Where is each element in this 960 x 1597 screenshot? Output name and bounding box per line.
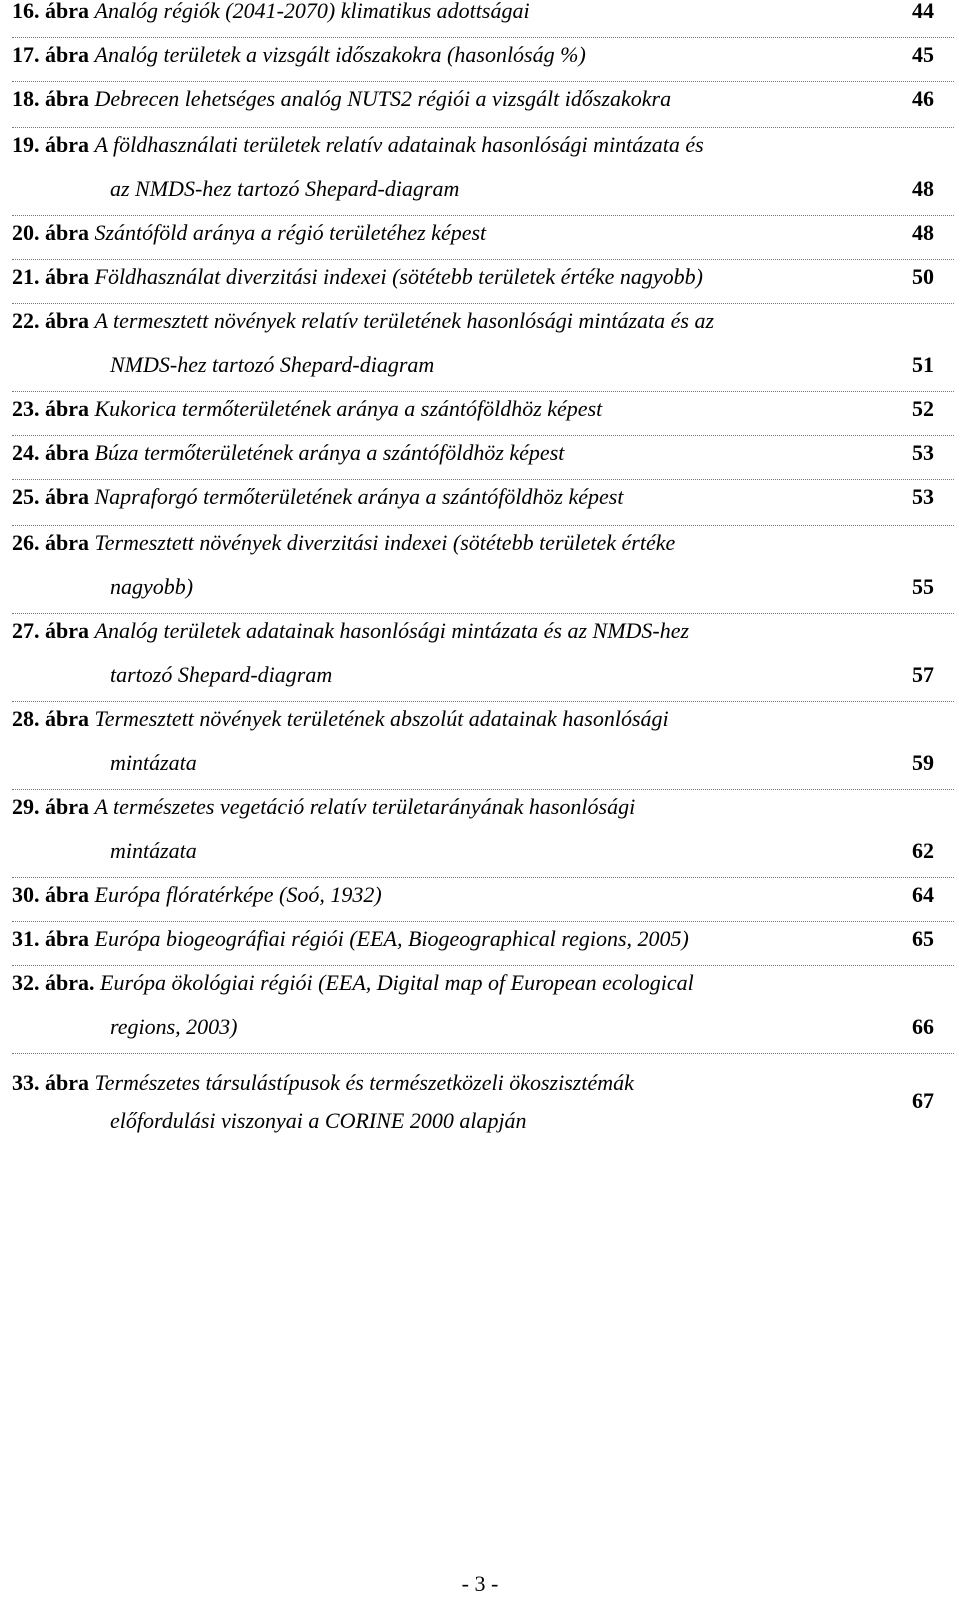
figure-label: 30. ábra (12, 882, 89, 907)
toc-entry-line (12, 220, 486, 246)
figure-title: Termesztett növények diverzitási indexei (sötétebb területek értéke (94, 530, 676, 555)
toc-entry (12, 702, 954, 790)
toc-entry-line (12, 530, 675, 556)
toc-entry (12, 1054, 954, 1134)
figure-label: 27. ábra (12, 618, 89, 643)
figure-title: Napraforgó termőterületének aránya a szántóföldhöz képest (94, 484, 624, 509)
toc-entry (12, 614, 954, 702)
toc-entry-line (12, 86, 671, 112)
figure-title: Búza termőterületének aránya a szántóföldhöz képest (94, 440, 565, 465)
toc-entry (12, 260, 954, 304)
figure-title: Természetes társulástípusok és természetközeli ökoszisztémák (94, 1070, 634, 1095)
figure-label: 29. ábra (12, 794, 89, 819)
figure-label: 20. ábra (12, 220, 89, 245)
toc-entry (12, 526, 954, 614)
figure-label: 26. ábra (12, 530, 89, 555)
toc-entry-line (110, 1014, 238, 1040)
page-reference: 51 (912, 352, 934, 377)
toc-entry-line (110, 574, 193, 600)
page-reference: 52 (912, 396, 934, 421)
figure-label: 24. ábra (12, 440, 89, 465)
figure-title: Termesztett növények területének abszolút adatainak hasonlósági (94, 706, 669, 731)
page-reference: 44 (912, 0, 934, 23)
toc-entry (12, 878, 954, 922)
figure-label: 33. ábra (12, 1070, 89, 1095)
toc-entry (12, 82, 954, 128)
toc-entry-line (12, 970, 694, 996)
toc-entry (12, 304, 954, 392)
figure-label: 23. ábra (12, 396, 89, 421)
figure-title: NMDS-hez tartozó Shepard-diagram (110, 352, 435, 377)
toc-entry-line (12, 308, 714, 334)
figure-title: Európa biogeográfiai régiói (EEA, Biogeographical regions, 2005) (94, 926, 689, 951)
toc-entry-line (12, 42, 586, 68)
page-reference: 59 (912, 750, 934, 775)
figure-label: 21. ábra (12, 264, 89, 289)
page-reference: 53 (912, 440, 934, 465)
figure-title: Kukorica termőterületének aránya a szántóföldhöz képest (94, 396, 603, 421)
figure-title: A természetes vegetáció relatív területarányának hasonlósági (94, 794, 636, 819)
toc-entry (12, 38, 954, 82)
figure-label: 22. ábra (12, 308, 89, 333)
figure-title: előfordulási viszonyai a CORINE 2000 alapján (110, 1108, 527, 1133)
page-reference: 53 (912, 484, 934, 509)
figure-title: tartozó Shepard-diagram (110, 662, 333, 687)
toc-entry-line (12, 1070, 634, 1096)
toc-entry-line (110, 662, 332, 688)
toc-entry (12, 0, 954, 38)
toc-entry (12, 922, 954, 966)
toc-entry-line (12, 264, 703, 290)
figure-title: nagyobb) (110, 574, 194, 599)
toc-entry-line (12, 794, 635, 820)
figure-label: 18. ábra (12, 86, 89, 111)
toc-entry-line (12, 132, 704, 158)
toc-entry-line (12, 706, 669, 732)
figure-title: Analóg régiók (2041-2070) klimatikus adottságai (94, 0, 530, 23)
toc-entry-line (12, 0, 530, 24)
page-reference: 48 (912, 176, 934, 201)
figure-title: Analóg területek adatainak hasonlósági mintázata és az NMDS-hez (94, 618, 690, 643)
figure-title: Európa ökológiai régiói (EEA, Digital map of European ecological (100, 970, 694, 995)
page-reference: 64 (912, 882, 934, 907)
page-reference: 48 (912, 220, 934, 245)
page-reference: 57 (912, 662, 934, 687)
toc-entry-line (110, 176, 459, 202)
page-reference: 67 (912, 1088, 934, 1113)
figure-title: Analóg területek a vizsgált időszakokra (hasonlóság %) (94, 42, 586, 67)
toc-entry-line (12, 484, 623, 510)
figure-label: 16. ábra (12, 0, 89, 23)
figure-title: Debrecen lehetséges analóg NUTS2 régiói a vizsgált időszakokra (94, 86, 672, 111)
figure-label: 19. ábra (12, 132, 89, 157)
page-reference: 66 (912, 1014, 934, 1039)
figure-label: 28. ábra (12, 706, 89, 731)
toc-entry-line (12, 882, 382, 908)
figure-title: mintázata (110, 838, 197, 863)
toc-entry (12, 480, 954, 526)
page-reference: 65 (912, 926, 934, 951)
figure-title: az NMDS-hez tartozó Shepard-diagram (110, 176, 460, 201)
toc-entry (12, 966, 954, 1054)
toc-entry-line (110, 750, 197, 776)
page-reference: 46 (912, 86, 934, 111)
figure-title: mintázata (110, 750, 197, 775)
toc-entry (12, 128, 954, 216)
figure-title: Földhasználat diverzitási indexei (sötétebb területek értéke nagyobb) (94, 264, 704, 289)
figure-label: 32. ábra. (12, 970, 95, 995)
toc-entry (12, 790, 954, 878)
figure-title: regions, 2003) (110, 1014, 238, 1039)
toc-entry-line (110, 838, 197, 864)
figure-label: 31. ábra (12, 926, 89, 951)
figure-title: Szántóföld aránya a régió területéhez képest (94, 220, 487, 245)
page-reference: 50 (912, 264, 934, 289)
toc-entry-line (12, 926, 689, 952)
figure-label: 17. ábra (12, 42, 89, 67)
figure-title: A termesztett növények relatív területének hasonlósági mintázata és az (94, 308, 715, 333)
toc-entry-line (110, 1108, 527, 1134)
toc-entry-line (12, 396, 602, 422)
toc-entry-line (110, 352, 434, 378)
toc-entry (12, 216, 954, 260)
toc-entry (12, 436, 954, 480)
page-reference: 45 (912, 42, 934, 67)
toc-entry-line (12, 618, 689, 644)
toc-entry-line (12, 440, 564, 466)
figure-title: Európa flóratérképe (Soó, 1932) (94, 882, 382, 907)
figure-title: A földhasználati területek relatív adatainak hasonlósági mintázata és (94, 132, 704, 157)
figure-label: 25. ábra (12, 484, 89, 509)
page-reference: 62 (912, 838, 934, 863)
toc-entry (12, 392, 954, 436)
page-reference: 55 (912, 574, 934, 599)
page-number: - 3 - (461, 1571, 499, 1596)
